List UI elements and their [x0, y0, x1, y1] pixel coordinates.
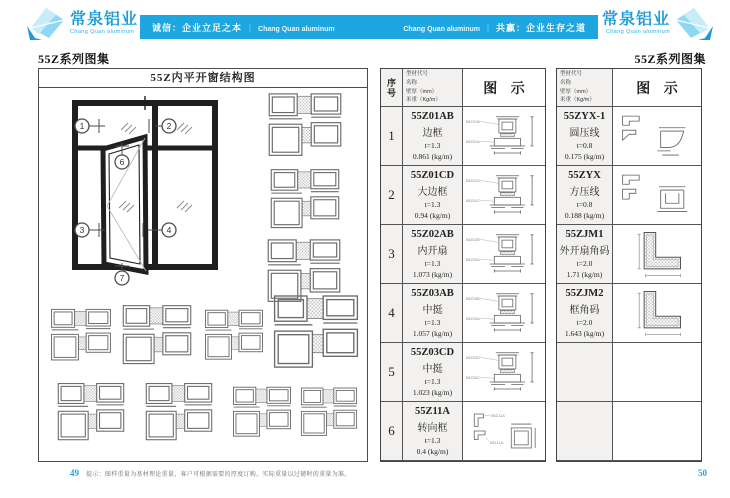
svg-text:55Z01C: 55Z01C: [466, 197, 481, 203]
row-index: 1: [381, 107, 403, 166]
profile-figure-cell: [463, 107, 545, 166]
profile-code: 55ZYX: [568, 170, 601, 181]
profile-thickness: t=1.3: [424, 318, 441, 327]
window-elevation: [75, 96, 215, 285]
profile-weight: 1.073 (kg/m): [412, 270, 453, 279]
section-thumbnail: [205, 310, 262, 359]
row-index: 6: [381, 402, 403, 461]
column-header-index: 序号: [381, 69, 403, 107]
profile-figure: [465, 226, 542, 282]
column-header-figure: 图 示: [613, 69, 701, 107]
banner-left-slogan: 诚信：企业立足之本 ｜ Chang Quan aluminum: [152, 23, 335, 33]
section-thumbnail: [52, 309, 111, 360]
right-page-title: 55Z系列图集: [634, 52, 706, 66]
logo-right: [602, 7, 714, 41]
profile-name: 外开扇角码: [559, 246, 610, 257]
svg-text:55Z11A: 55Z11A: [491, 413, 506, 419]
page-number-left: 49: [70, 468, 79, 478]
profile-table-right: [556, 68, 702, 462]
profile-figure-cell: [613, 402, 701, 461]
section-thumbnail: [233, 387, 290, 436]
profile-spec-cell: [403, 107, 463, 166]
section-thumbnail: [275, 296, 358, 367]
row-index: 4: [381, 284, 403, 343]
logo-name: 常泉铝业: [70, 11, 139, 29]
profile-spec-cell: [403, 166, 463, 225]
profile-code: 55Z03CD: [410, 347, 455, 358]
profile-figure-cell: [613, 343, 701, 402]
profile-spec-cell: [557, 343, 613, 402]
profile-name: 中挺: [422, 364, 443, 375]
row-index: 2: [381, 166, 403, 225]
svg-text:55Z03A: 55Z03A: [466, 315, 481, 321]
profile-thickness: t=0.8: [576, 200, 593, 209]
svg-text:55Z03C: 55Z03C: [466, 374, 481, 380]
profile-figure-cell: [613, 107, 701, 166]
profile-thickness: t=2.0: [576, 259, 593, 268]
callout-3: 3: [79, 225, 85, 235]
profile-figure-cell: [613, 284, 701, 343]
profile-figure: [465, 108, 542, 164]
svg-text:55Z01A: 55Z01A: [466, 138, 481, 144]
svg-text:55Z11A: 55Z11A: [490, 440, 504, 446]
profile-weight: 1.023 (kg/m): [412, 388, 453, 397]
profile-name: 方压线: [569, 187, 600, 198]
profile-figure-cell: [613, 225, 701, 284]
callout-2: 2: [166, 121, 172, 131]
profile-spec-cell: [557, 225, 613, 284]
section-thumbnail: [271, 170, 338, 228]
profile-thickness: t=1.3: [424, 259, 441, 268]
profile-name: 边框: [422, 128, 443, 139]
profile-weight: 0.188 (kg/m): [564, 211, 605, 220]
logo-left: [26, 7, 138, 41]
callout-4: 4: [166, 225, 172, 235]
profile-figure: [465, 344, 542, 400]
profile-code: 55ZJM1: [565, 229, 604, 240]
logo-name: 常泉铝业: [602, 11, 671, 29]
callout-7: 7: [119, 273, 125, 283]
profile-thickness: t=1.3: [424, 377, 441, 386]
logo-diamond-icon: [26, 7, 66, 41]
row-index: 3: [381, 225, 403, 284]
profile-code: 55ZYX-1: [563, 111, 606, 122]
svg-text:55Z02B: 55Z02B: [466, 236, 481, 242]
footnote: 提示：图样重量为基材理论重量，客户可根据需要的厚度订购，实际重量以过磅时的重量为准。: [86, 472, 351, 478]
profile-thickness: t=1.3: [424, 436, 441, 445]
callout-6: 6: [119, 157, 125, 167]
profile-figure: [616, 108, 699, 164]
section-thumbnail: [58, 384, 123, 440]
profile-weight: 1.71 (kg/m): [566, 270, 603, 279]
profile-figure-cell: [463, 166, 545, 225]
profile-thickness: t=1.3: [424, 200, 441, 209]
profile-figure: [465, 167, 542, 223]
profile-name: 转向框: [417, 423, 448, 434]
profile-figure-cell: [613, 166, 701, 225]
logo-subtitle: Chang Quan aluminum: [605, 29, 671, 36]
profile-name: 中挺: [422, 305, 443, 316]
header-banner: [140, 15, 598, 39]
profile-name: 框角码: [569, 305, 600, 316]
svg-text:55Z03B: 55Z03B: [466, 295, 481, 301]
section-thumbnail: [268, 240, 340, 301]
profile-code: 55ZJM2: [565, 288, 604, 299]
column-header-spec: 型材代号 名称 壁厚（mm） 米重（Kg/m）: [403, 69, 463, 107]
window-structure-diagram: [39, 88, 366, 460]
profile-weight: 0.4 (kg/m): [416, 447, 449, 456]
profile-figure-cell: [463, 225, 545, 284]
banner-right-slogan: Chang Quan aluminum ｜ 共赢：企业生存之道: [403, 23, 586, 33]
profile-name: 大边框: [417, 187, 448, 198]
svg-text:55Z01D: 55Z01D: [466, 177, 481, 183]
callout-1: 1: [79, 121, 85, 131]
profile-weight: 1.057 (kg/m): [412, 329, 453, 338]
profile-code: 55Z01AB: [411, 111, 454, 122]
logo-subtitle: Chang Quan aluminum: [70, 29, 135, 36]
profile-code: 55Z11A: [414, 406, 450, 417]
profile-figure-cell: [463, 343, 545, 402]
profile-weight: 0.861 (kg/m): [412, 152, 453, 161]
profile-weight: 0.94 (kg/m): [414, 211, 451, 220]
svg-text:55Z02A: 55Z02A: [466, 256, 481, 262]
profile-figure: [616, 167, 699, 223]
page-number-right: 50: [698, 468, 707, 478]
profile-thickness: t=2.0: [576, 318, 593, 327]
section-thumbnail: [269, 94, 341, 155]
svg-text:55Z03D: 55Z03D: [466, 354, 481, 360]
profile-figure-cell: [463, 402, 545, 461]
profile-thickness: t=0.8: [576, 141, 593, 150]
profile-weight: 1.643 (kg/m): [564, 329, 605, 338]
structure-diagram-panel: [38, 68, 368, 462]
left-page-title: 55Z系列图集: [38, 52, 110, 66]
profile-figure: [616, 285, 699, 341]
profile-code: 55Z01CD: [410, 170, 455, 181]
column-header-figure: 图 示: [463, 69, 545, 107]
profile-code: 55Z03AB: [411, 288, 454, 299]
profile-spec-cell: [403, 225, 463, 284]
profile-name: 内开扇: [417, 246, 448, 257]
profile-figure-cell: [463, 284, 545, 343]
column-header-spec: 型材代号 名称 壁厚（mm） 米重（Kg/m）: [557, 69, 613, 107]
profile-name: 圆压线: [569, 128, 600, 139]
logo-diamond-icon: [674, 7, 714, 41]
profile-spec-cell: [403, 284, 463, 343]
diagram-title: 55Z内平开窗结构图: [39, 69, 367, 88]
profile-spec-cell: [557, 166, 613, 225]
profile-code: 55Z02AB: [411, 229, 454, 240]
row-index: 5: [381, 343, 403, 402]
profile-table-left: [380, 68, 546, 462]
section-thumbnail: [123, 306, 190, 364]
section-thumbnail: [301, 388, 356, 435]
profile-figure: [465, 285, 542, 341]
profile-thickness: t=1.3: [424, 141, 441, 150]
profile-spec-cell: [557, 107, 613, 166]
profile-figure: [465, 403, 542, 459]
profile-figure: [616, 226, 699, 282]
section-thumbnail: [146, 384, 211, 440]
profile-spec-cell: [403, 402, 463, 461]
profile-spec-cell: [557, 284, 613, 343]
profile-spec-cell: [557, 402, 613, 461]
svg-text:55Z01B: 55Z01B: [466, 118, 481, 124]
profile-weight: 0.175 (kg/m): [564, 152, 605, 161]
profile-spec-cell: [403, 343, 463, 402]
